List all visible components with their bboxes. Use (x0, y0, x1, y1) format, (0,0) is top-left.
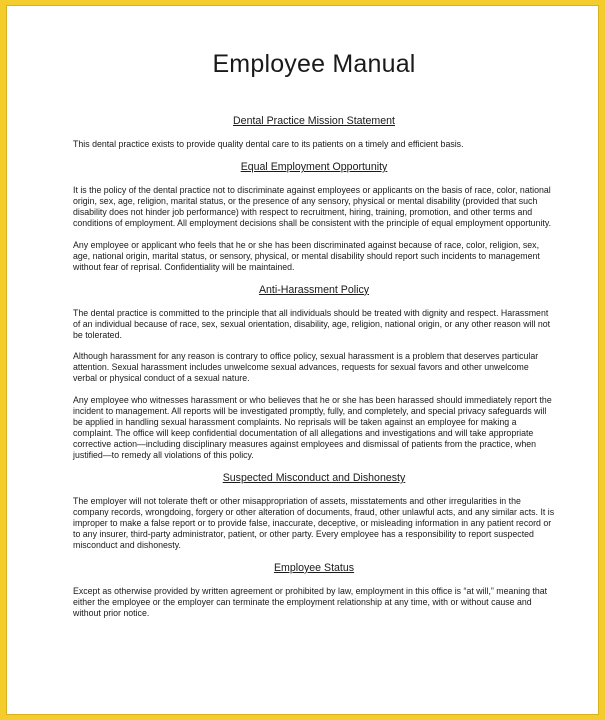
section-paragraph: Any employee or applicant who feels that he or she has been discriminated against because of race, color, religion, sex, age, national origin, marital status, or sensory, physical, or mental disability should report such incidents to management without fear of reprisal. Confidentiality will be maintained. (73, 239, 540, 272)
section-heading: Anti-Harassment Policy (258, 283, 370, 296)
section-heading: Dental Practice Mission Statement (233, 115, 395, 127)
section-paragraph: The dental practice is committed to the principle that all individuals should be treated with dignity and respect. Harassment of an individual because of race, sex, sexual orientation, disability, age, religion, national origin, or any other reason will not be tolerated. (73, 307, 551, 340)
section-paragraph: Any employee who witnesses harassment or who believes that he or she has been harassed should immediately report the incident to management. All reports will be investigated promptly, fully, and completely, and special privacy safeguards will be applied in handling sexual harassment complaints. No reprisals will be taken against an employee for making a complaint. The office will keep confidential documentation of all allegations and investigations and will take appropriate corrective action—including disciplinary measures against employees and dismissal of patients from the practice, when justified—to remedy all violations of this policy. (73, 395, 552, 461)
section-paragraph: It is the policy of the dental practice not to discriminate against employees or applicants on the basis of race, color, national origin, sex, age, religion, marital status, or the presence of any sensory, physical or mental disability (provided that such disability does not hinder job performance) with respect to recruitment, hiring, training, promotion, and other terms and conditions of employment. All employment decisions shall be consistent with the principle of equal employment opportunity. (73, 184, 552, 228)
section-paragraph: The employer will not tolerate theft or other misappropriation of assets, misstatements and other irregularities in the company records, wrongdoing, forgery or other alteration of documents, fraud, other unlawful acts, and any similar acts. It is improper to make a false report or to provide false, inaccurate, deceptive, or misleading information in any patient record or to any insurer, third-party administrator, patient, or other party. Every employee has a responsibility to report suspected misconduct and dishonesty. (73, 496, 555, 550)
document-content (73, 50, 555, 630)
document-title: Employee Manual (212, 50, 416, 78)
section-heading: Employee Status (273, 561, 355, 574)
section-mission-statement (73, 115, 555, 150)
section-heading: Equal Employment Opportunity (240, 160, 388, 173)
section-anti-harassment (73, 284, 555, 461)
section-paragraph: This dental practice exists to provide quality dental care to its patients on a timely and efficient basis. (73, 139, 464, 149)
document-page (6, 5, 599, 715)
section-employee-status (73, 562, 555, 619)
section-misconduct (73, 472, 555, 551)
section-paragraph: Although harassment for any reason is contrary to office policy, sexual harassment is a problem that deserves particular attention. Sexual harassment includes unwelcome sexual advances, requests for sexual favors and other unwelcome verbal or physical conduct of a sexual nature. (73, 351, 539, 384)
section-heading: Suspected Misconduct and Dishonesty (222, 472, 406, 485)
section-equal-employment (73, 161, 555, 273)
section-paragraph: Except as otherwise provided by written agreement or prohibited by law, employment in this office is “at will,” meaning that either the employee or the employer can terminate the employment relationship at any time, with or without cause and without prior notice. (73, 585, 548, 618)
